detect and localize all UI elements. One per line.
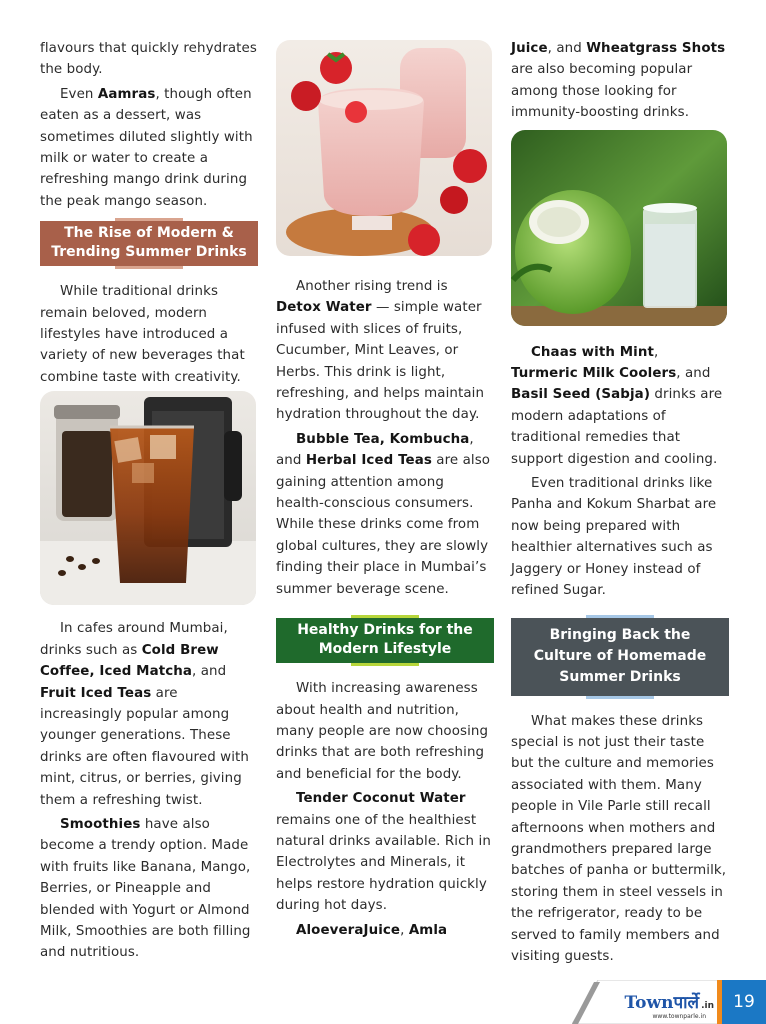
page-number: 19 (722, 980, 766, 1024)
page-footer (566, 980, 766, 1024)
paragraph-coconut: Tender Coconut Water remains one of the healthiest natural drinks available. Rich in Electrolytes and Minerals, it helps restore hydration quickly during hot days. (276, 791, 491, 914)
brand-url[interactable]: www.townparle.in (652, 1013, 706, 1020)
paragraph-bubble-tea: Bubble Tea, Kombucha, and Herbal Iced Teas are also gaining attention among health-conscious consumers. While these drinks come from global cultures, they are slowly finding their place in Mumbai’s summer beverage scene. (276, 431, 491, 597)
paragraph-wheatgrass: Juice, and Wheatgrass Shots are also becoming popular among those looking for immunity-boosting drinks. (511, 41, 726, 121)
coconut-water-photo (511, 130, 727, 326)
paragraph-aloevera: AloeveraJuice, Amla (296, 922, 448, 938)
column-1 (40, 38, 258, 967)
column-2 (276, 38, 494, 944)
paragraph: With increasing awareness about health and nutrition, many people are now choosing drinks that are both refreshing and beneficial for the body. (276, 681, 489, 782)
paragraph-cafes: In cafes around Mumbai, drinks such as Cold Brew Coffee, Iced Matcha, and Fruit Iced Teas are increasingly popular among younger generations. These drinks are often flavoured with mint, citrus, or berries, giving them a refreshing twist. (40, 621, 249, 808)
townparle-logo[interactable]: Townपार्ले .in (624, 993, 714, 1013)
section-heading-modern-drinks: The Rise of Modern & Trending Summer Drinks (40, 221, 258, 266)
section-heading-homemade-drinks: Bringing Back the Culture of Homemade Summer Drinks (511, 618, 729, 696)
paragraph: Even traditional drinks like Panha and Kokum Sharbat are now being prepared with healthier alternatives such as Jaggery or Honey instead of refined Sugar. (511, 476, 717, 599)
paragraph-aamras: Even Aamras, though often eaten as a dessert, was sometimes diluted slightly with milk or water to create a refreshing mango drink during the peak mango season. (40, 86, 253, 209)
strawberry-smoothie-photo (276, 40, 492, 256)
paragraph-smoothies: Smoothies have also become a trendy option. Made with fruits like Banana, Mango, Berries, or Pineapple and blended with Yogurt or Almond Milk, Smoothies are both filling and nutritious. (40, 816, 251, 961)
paragraph: While traditional drinks remain beloved, modern lifestyles have introduced a variety of new beverages that combine taste with creativity. (40, 284, 245, 385)
iced-coffee-photo (40, 391, 256, 605)
paragraph: flavours that quickly rehydrates the body. (40, 41, 257, 78)
paragraph: What makes these drinks special is not just their taste but the culture and memories associated with them. Many people in Vile Parle still recall afternoons when mothers and grandmothers prepared large batches of panha or buttermilk, storing them in steel vessels in the refrigerator, ready to be served to family members and visiting guests. (511, 713, 727, 964)
column-3 (511, 38, 729, 970)
section-heading-healthy-drinks: Healthy Drinks for the Modern Lifestyle (276, 618, 494, 663)
paragraph-detox: Another rising trend is Detox Water — simple water infused with slices of fruits, Cucumber, Mint Leaves, or Herbs. This drink is light, refreshing, and helps maintain hydration throughout the day. (276, 279, 485, 423)
paragraph-chaas: Chaas with Mint, Turmeric Milk Coolers, and Basil Seed (Sabja) drinks are modern adaptations of traditional remedies that support digestion and cooling. (511, 344, 723, 467)
